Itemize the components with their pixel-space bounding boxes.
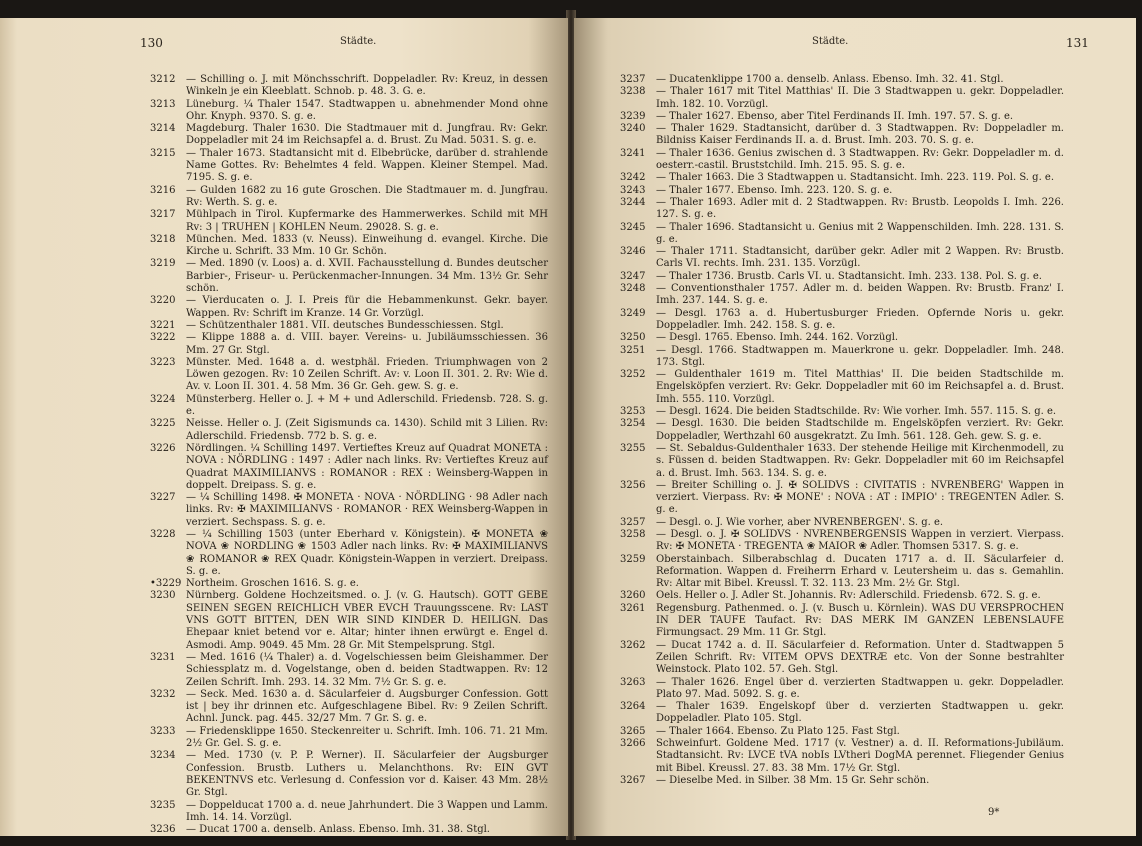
running-head: Städte. [340,36,377,47]
entry-number: 3237 [620,74,646,85]
entry-number: 3255 [620,442,646,454]
entry-text: — Conventionsthaler 1757. Adler m. d. beiden Wappen. Rv: Brustb. Franz' I. Imh. 237. 144. S. g. e. [656,283,1064,307]
entry-text: — Ducat 1700 a. denselb. Anlass. Ebenso. Imh. 31. 38. Stgl. [186,824,490,836]
entry-text: — Thaler 1736. Brustb. Carls VI. u. Stadtansicht. Imh. 233. 138. Pol. S. g. e. [656,270,1042,282]
entry-number: 3222 [150,332,176,344]
catalog-entry [620,418,1064,443]
entry-number: 3219 [150,258,176,270]
catalog-entry [150,418,548,443]
entry-number: 3217 [150,209,176,221]
entry-text: Oberstainbach. Silberabschlag d. Ducaten 1717 a. d. II. Säcularfeier d. Reformation. Wappen d. Freiherrn Erhard v. Leutersheim u. das s. Gemahlin. Rv: Altar mit Bibel. Kreussl. T. 32. 113. 23 Mm. 2½ Gr. Stgl. [656,553,1064,590]
catalog-entry [150,529,548,578]
entry-text: — Thaler 1636. Genius zwischen d. 3 Stadtwappen. Rv: Gekr. Doppeladler m. d. oesterr.-castil. Bruststchild. Imh. 215. 95. S. g. e. [656,147,1064,172]
catalog-entry [150,258,548,295]
catalog-entry [620,677,1064,702]
entry-number: 3250 [620,332,646,344]
catalog-entry [620,332,1064,344]
entry-number: 3252 [620,369,646,381]
catalog-entry [150,492,548,529]
entry-number: 3220 [150,295,176,307]
catalog-entry [620,197,1064,222]
entry-text: — Klippe 1888 a. d. VIII. bayer. Vereins- u. Jubiläumsschiessen. 36 Mm. 27 Gr. Stgl. [186,332,548,356]
catalog-entry [620,345,1064,370]
entry-number: 3241 [620,147,646,159]
entry-text: — Thaler 1693. Adler mit d. 2 Stadtwappen. Rv: Brustb. Leopolds I. Imh. 226. 127. S. g. e. [656,196,1064,221]
entry-number: 3216 [150,184,176,196]
entry-text: Lüneburg. ¼ Thaler 1547. Stadtwappen u. abnehmender Mond ohne Ohr. Knyph. 9370. S. g. e. [186,98,548,122]
entry-text: — Thaler 1629. Stadtansicht, darüber d. 3 Stadtwappen. Rv: Doppeladler m. Bildniss Kaiser Ferdinands II. a. d. Brust. Imh. 203. 70. S. g. e. [656,123,1064,147]
catalog-entry [620,246,1064,271]
entry-text: — Thaler 1664. Ebenso. Zu Plato 125. Fast Stgl. [656,725,900,737]
entry-text: — Thaler 1663. Die 3 Stadtwappen u. Stadtansicht. Imh. 223. 119. Pol. S. g. e. [656,172,1055,184]
catalog-entry [620,369,1064,406]
entry-number: 3234 [150,750,176,762]
catalog-entry [150,800,548,825]
entry-text: — Med. 1890 (v. Loos) a. d. XVII. Fachausstellung d. Bundes deutscher Barbier-, Friseur- u. Perückenmacher-Innungen. 34 Mm. 13½ Gr. Sehr schön. [186,258,548,295]
entry-text: — Ducatenklippe 1700 a. denselb. Anlass. Ebenso. Imh. 32. 41. Stgl. [656,74,1004,85]
entry-text: — Med. 1616 (¼ Thaler) a. d. Vogelschiessen beim Gleishammer. Der Schiessplatz m. d. Vogelstange, oben d. beiden Stadtwappen. Rv: 12 Zeilen Schrift. Imh. 293. 14. 32 Mm. 7½ Gr. S. g. e. [186,651,548,688]
entry-number: 3256 [620,479,646,491]
entry-text: Regensburg. Pathenmed. o. J. (v. Busch u. Körnlein). WAS DU VERSPROCHEN IN DER TAUFE Taufact. Rv: DAS MERK IM GANZEN LEBENSLAUFE Firmungsact. 29 Mm. 11 Gr. Stgl. [656,602,1064,639]
entry-text: — Thaler 1639. Engelskopf über d. verzierten Stadtwappen u. gekr. Doppeladler. Plato 105. Stgl. [656,701,1064,725]
entry-number: •3229 [150,578,182,590]
entry-number: 3223 [150,356,176,368]
catalog-entry [150,185,548,210]
catalog-entry [620,640,1064,677]
catalog-entry [620,529,1064,554]
running-head: Städte. [812,36,849,47]
entry-number: 3258 [620,528,646,540]
entry-number: 3254 [620,418,646,430]
entry-number: 3245 [620,221,646,233]
catalog-entry [620,308,1064,333]
entry-text: — Doppelducat 1700 a. d. neue Jahrhundert. Die 3 Wappen und Lamm. Imh. 14. 14. Vorzügl. [186,799,548,823]
entry-text: — Thaler 1626. Engel über d. verzierten Stadtwappen u. gekr. Doppeladler. Plato 97. Mad. 5092. S. g. e. [656,676,1064,700]
catalog-entry [620,590,1064,602]
entry-number: 3243 [620,184,646,196]
entry-number: 3224 [150,393,176,405]
entry-text: — Med. 1730 (v. P. P. Werner). II. Säcularfeier der Augsburger Confession. Brustb. Luthers u. Melanchthons. Rv: EIN GVT BEKENTNVS etc. Verlesung d. Confession vor d. Kaiser. 43 Mm. 28½ Gr. Stgl. [186,750,548,799]
entry-number: 3253 [620,406,646,418]
entry-text: — Thaler 1627. Ebenso, aber Titel Ferdinands II. Imh. 197. 57. S. g. e. [656,110,1014,122]
entry-number: 3267 [620,774,646,786]
right-page [574,18,1136,836]
entry-number: 3261 [620,602,646,614]
catalog-entry [620,554,1064,591]
entry-text: Magdeburg. Thaler 1630. Die Stadtmauer mit d. Jungfrau. Rv: Gekr. Doppeladler mit 24 im Reichsapfel a. d. Brust. Zu Mad. 5031. S. g. e. [186,123,548,147]
entry-text: — Desgl. 1630. Die beiden Stadtschilde m. Engelsköpfen verziert. Rv: Gekr. Doppeladler, Werthzahl 60 ausgekratzt. Zu Imh. 561. 128. Geh. gew. S. g. e. [656,418,1064,442]
entry-text: Nördlingen. ¼ Schilling 1497. Vertieftes Kreuz auf Quadrat MONETA : NOVA : NÖRDLING : 1497 : Adler nach links. Rv: Vertieftes Kreuz auf Quadrat MAXIMILIANVS : ROMANOR : REX : Weinsberg-Wappen in doppelt. Dreipass. S. g. e. [186,442,548,491]
entry-text: — Vierducaten o. J. I. Preis für die Hebammenkunst. Gekr. bayer. Wappen. Rv: Schrift im Kranze. 14 Gr. Vorzügl. [186,295,548,319]
catalog-entry [150,234,548,259]
entry-number: 3228 [150,528,176,540]
entry-number: 3265 [620,725,646,737]
entry-text: — Friedensklippe 1650. Steckenreiter u. Schrift. Imh. 106. 71. 21 Mm. 2½ Gr. Gel. S. g. e. [186,725,548,750]
entry-number: 3260 [620,590,646,602]
entry-number: 3215 [150,147,176,159]
entry-text: — Thaler 1696. Stadtansicht u. Genius mit 2 Wappenschilden. Imh. 228. 131. S. g. e. [656,221,1064,245]
catalog-entry [150,332,548,357]
entry-number: 3218 [150,233,176,245]
entry-text: München. Med. 1833 (v. Neuss). Einweihung d. evangel. Kirche. Die Kirche u. Schrift. 33 Mm. 10 Gr. Schön. [186,233,548,258]
entry-number: 3214 [150,123,176,135]
catalog-entries [150,74,548,836]
catalog-entry [150,295,548,320]
catalog-entry [620,603,1064,640]
catalog-entry [620,172,1064,184]
catalog-entry [620,148,1064,173]
catalog-entry [150,123,548,148]
entry-number: 3246 [620,246,646,258]
catalog-entry [150,590,548,651]
left-page [0,18,568,836]
entry-text: — Desgl. o. J. ✠ SOLIDVS · NVRENBERGENSIS Wappen in verziert. Vierpass. Rv: ✠ MONETA · TREGENTA ❀ MAIOR ❀ Adler. Thomsen 5317. S. g. e. [656,528,1064,553]
catalog-entry [620,738,1064,775]
entry-text: — ¼ Schilling 1503 (unter Eberhard v. Königstein). ✠ MONETA ❀ NOVA ❀ NORDLING ❀ 1503 Adler nach links. Rv: ✠ MAXIMILIANVS ❀ ROMANOR ❀ REX Quadr. Königstein-Wappen in verziert. Dreipass. S. g. e. [186,528,548,577]
entry-number: 3240 [620,123,646,135]
catalog-entry [150,652,548,689]
catalog-entry [150,824,548,836]
entry-text: — Desgl. o. J. Wie vorher, aber NVRENBERGEN'. S. g. e. [656,516,944,528]
entry-text: Oels. Heller o. J. Adler St. Johannis. Rv: Adlerschild. Friedensb. 672. S. g. e. [656,590,1041,602]
entry-number: 3232 [150,688,176,700]
entry-text: Münster. Med. 1648 a. d. westphäl. Frieden. Triumphwagen von 2 Löwen gezogen. Rv: 10 Zeilen Schrift. Av: v. Loon II. 301. 2. Rv: Wie d. Av. v. Loon II. 301. 4. 58 Mm. 36 Gr. Geh. gew. S. g. e. [186,356,548,393]
catalog-entry [150,689,548,726]
entry-text: — Gulden 1682 zu 16 gute Groschen. Die Stadtmauer m. d. Jungfrau. Rv: Werth. S. g. e. [186,184,548,208]
entry-text: Münsterberg. Heller o. J. + M + und Adlerschild. Friedensb. 728. S. g. e. [186,393,548,418]
entry-number: 3264 [620,701,646,713]
entry-number: 3212 [150,74,176,85]
catalog-entry [150,443,548,492]
catalog-entry [620,283,1064,308]
entry-number: 3221 [150,319,176,331]
entry-text: Neisse. Heller o. J. (Zeit Sigismunds ca. 1430). Schild mit 3 Lilien. Rv: Adlerschild. Friedensb. 772 b. S. g. e. [186,418,548,442]
catalog-entry [620,74,1064,86]
catchword: 9* [988,807,1000,818]
entry-number: 3235 [150,799,176,811]
entry-text: — Guldenthaler 1619 m. Titel Matthias' II. Die beiden Stadtschilde m. Engelsköpfen verziert. Rv: Gekr. Doppeladler mit 60 im Reichsapfel a. d. Brust. Imh. 555. 110. Vorzügl. [656,369,1064,405]
entry-text: — Desgl. 1766. Stadtwappen m. Mauerkrone u. gekr. Doppeladler. Imh. 248. 173. Stgl. [656,344,1064,368]
entry-number: 3233 [150,725,176,737]
entry-text: Northeim. Groschen 1616. S. g. e. [186,578,359,590]
catalog-entry [620,726,1064,738]
entry-number: 3226 [150,442,176,454]
entry-text: — Thaler 1677. Ebenso. Imh. 223. 120. S. g. e. [656,184,893,196]
catalog-entry [150,578,548,590]
entry-number: 3230 [150,590,176,602]
catalog-entries [620,74,1064,787]
entry-number: 3213 [150,98,176,110]
entry-text: — Breiter Schilling o. J. ✠ SOLIDVS : CIVITATIS : NVRENBERG' Wappen in verziert. Vierpass. Rv: ✠ MONE' : NOVA : AT : IMPIO' : TREGENTEN Adler. S. g. e. [656,479,1064,516]
catalog-entry [620,517,1064,529]
catalog-entry [620,443,1064,480]
entry-text: — Thaler 1711. Stadtansicht, darüber gekr. Adler mit 2 Wappen. Rv: Brustb. Carls VI. rechts. Imh. 231. 135. Vorzügl. [656,246,1064,270]
catalog-entry [620,86,1064,111]
entry-number: 3238 [620,86,646,98]
catalog-entry [150,726,548,751]
entry-number: 3227 [150,492,176,504]
entry-number: 3262 [620,639,646,651]
page-number: 131 [1066,36,1089,50]
entry-number: 3266 [620,738,646,750]
catalog-entry [620,222,1064,247]
entry-number: 3257 [620,516,646,528]
entry-text: Nürnberg. Goldene Hochzeitsmed. o. J. (v. G. Hautsch). GOTT GEBE SEINEN SEGEN REICHLICH VBER EVCH Trauungsscene. Rv: LAST VNS GOTT BITTEN, DEN WIR SIND KINDER D. HEILIGN. Das Ehepaar kniet betend vor e. Altar; hinter ihnen erwürgt e. Engel d. Asmodi. Amp. 9049. 45 Mm. 28 Gr. Mit Stempelsprung. Stgl. [186,590,548,651]
page-number: 130 [140,36,163,50]
catalog-entry [620,406,1064,418]
entry-number: 3249 [620,307,646,319]
catalog-entry [150,394,548,419]
entry-number: 3225 [150,418,176,430]
entry-text: — Seck. Med. 1630 a. d. Säcularfeier d. Augsburger Confession. Gott ist | bey ihr drinnen etc. Aufgeschlagene Bibel. Rv: 9 Zeilen Schrift. Achnl. Junck. pag. 445. 32/27 Mm. 7 Gr. S. g. e. [186,688,548,725]
catalog-entry [150,74,548,99]
catalog-entry [620,123,1064,148]
catalog-entry [150,148,548,185]
entry-text: Schweinfurt. Goldene Med. 1717 (v. Vestner) a. d. II. Reformations-Jubiläum. Stadtansicht. Rv: LVCE tVA nobIs LVtheri DogMA perennet. Fliegender Genius mit Bibel. Kreussl. 27. 83. 38 Mm. 17½ Gr. Stgl. [656,738,1064,774]
entry-text: — Schützenthaler 1881. VII. deutsches Bundesschiessen. Stgl. [186,319,504,331]
catalog-entry [150,357,548,394]
entry-text: — Dieselbe Med. in Silber. 38 Mm. 15 Gr. Sehr schön. [656,774,930,786]
entry-number: 3263 [620,676,646,688]
catalog-entry [620,775,1064,787]
catalog-entry [620,701,1064,726]
catalog-entry [620,480,1064,517]
entry-text: Mühlpach in Tirol. Kupfermarke des Hammerwerkes. Schild mit MH Rv: 3 | TRUHEN | KOHLEN Neum. 29028. S. g. e. [186,209,548,233]
catalog-entry [150,320,548,332]
entry-number: 3231 [150,651,176,663]
catalog-entry [150,750,548,799]
catalog-entry [620,185,1064,197]
entry-text: — Thaler 1617 mit Titel Matthias' II. Die 3 Stadtwappen u. gekr. Doppeladler. Imh. 182. 10. Vorzügl. [656,86,1064,110]
entry-text: — Desgl. 1624. Die beiden Stadtschilde. Rv: Wie vorher. Imh. 557. 115. S. g. e. [656,406,1057,418]
entry-text: — ¼ Schilling 1498. ✠ MONETA · NOVA · NÖRDLING · 98 Adler nach links. Rv: ✠ MAXIMILIANVS · ROMANOR · REX Weinsberg-Wappen in verziert. Sechspass. S. g. e. [186,492,548,528]
entry-text: — St. Sebaldus-Guldenthaler 1633. Der stehende Heilige mit Kirchenmodell, zu s. Füssen d. beiden Stadtwappen. Rv: Gekr. Doppeladler mit 60 im Reichsapfel a. d. Brust. Imh. 563. 134. S. g. e. [656,442,1064,479]
entry-text: — Schilling o. J. mit Mönchsschrift. Doppeladler. Rv: Kreuz, in dessen Winkeln je ein Kleeblatt. Schnob. p. 48. 3. G. e. [186,74,548,98]
entry-text: — Thaler 1673. Stadtansicht mit d. Elbebrücke, darüber d. strahlende Name Gottes. Rv: Behelmtes 4 feld. Wappen. Kleiner Stempel. Mad. 7195. S. g. e. [186,147,548,184]
entry-text: — Desgl. 1763 a. d. Hubertusburger Frieden. Opfernde Noris u. gekr. Doppeladler. Imh. 242. 158. S. g. e. [656,307,1064,331]
entry-text: — Desgl. 1765. Ebenso. Imh. 244. 162. Vorzügl. [656,332,899,344]
catalog-entry [620,111,1064,123]
entry-number: 3239 [620,110,646,122]
entry-number: 3248 [620,283,646,295]
catalog-entry [620,271,1064,283]
entry-number: 3236 [150,824,176,836]
entry-number: 3244 [620,196,646,208]
entry-text: — Ducat 1742 a. d. II. Säcularfeier d. Reformation. Unter d. Stadtwappen 5 Zeilen Schrift. Rv: VITEM OPVS DEXTRÆ etc. Von der Sonne bestrahlter Weinstock. Plato 102. 57. Geh. Stgl. [656,639,1064,676]
catalog-entry [150,209,548,234]
entry-number: 3247 [620,270,646,282]
entry-number: 3242 [620,172,646,184]
entry-number: 3251 [620,344,646,356]
entry-number: 3259 [620,553,646,565]
catalog-entry [150,99,548,124]
